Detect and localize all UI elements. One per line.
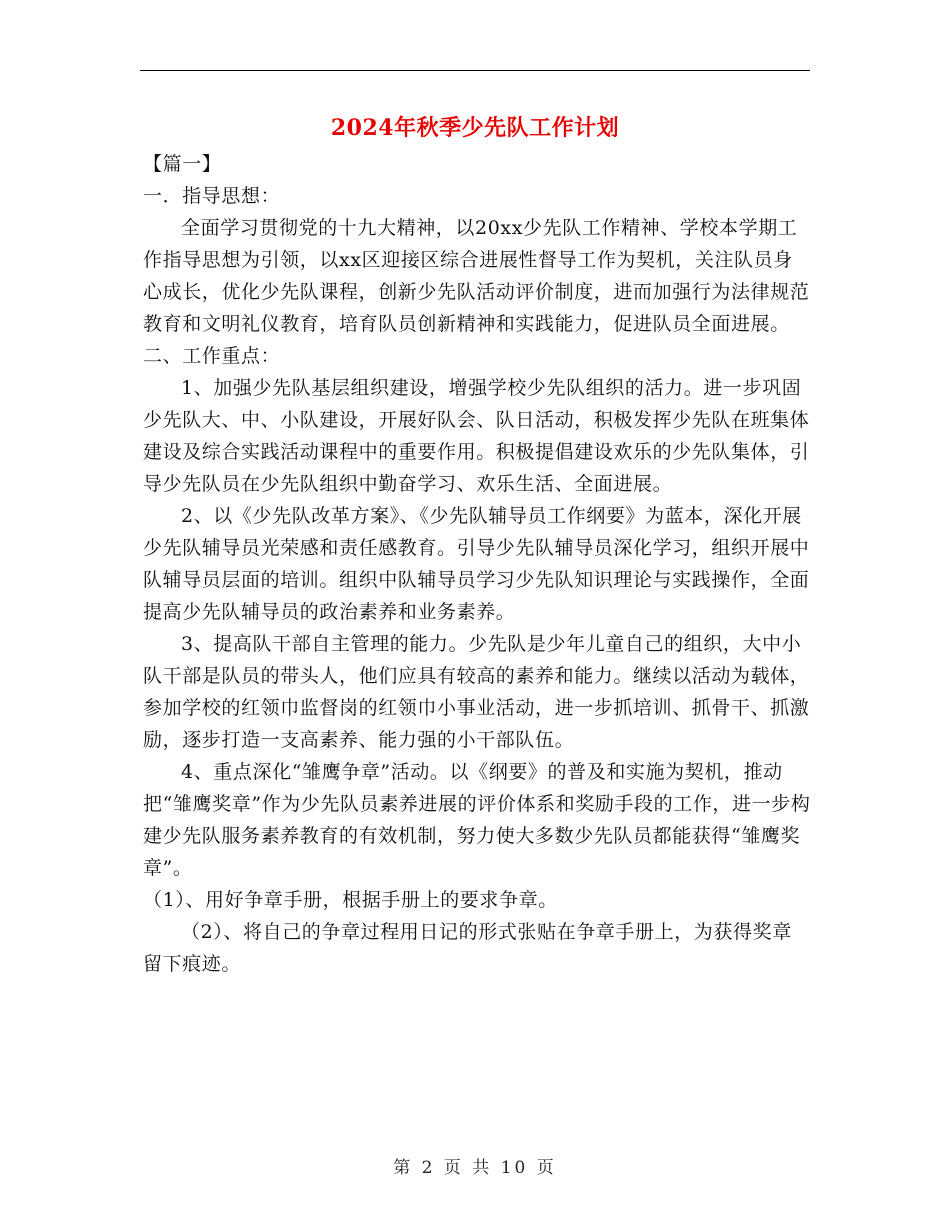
paragraph-item-2: 2、以《少先队改革方案》、《少先队辅导员工作纲要》为蓝本，深化开展少先队辅导员光荣感和责任感教育。引导少先队辅导员深化学习，组织开展中队辅导员层面的培训。组织中队辅导员学习少先队知识理论与实践操作，全面提高少先队辅导员的政治素养和业务素养。	[143, 505, 810, 623]
sub-item-2: （2）、将自己的争章过程用日记的形式张贴在争章手册上，为获得奖章留下痕迹。	[143, 921, 792, 975]
document-body	[143, 148, 811, 980]
heading-guiding-thought: 一．指导思想：	[143, 185, 281, 207]
document-title: 2024年秋季少先队工作计划	[330, 115, 620, 141]
paragraph-item-3: 3、提高队干部自主管理的能力。少先队是少年儿童自己的组织，大中小队干部是队员的带头人，他们应具有较高的素养和能力。继续以活动为载体，参加学校的红领巾监督岗的红领巾小事业活动，进一步抓培训、抓骨干、抓激励，逐步打造一支高素养、能力强的小干部队伍。	[143, 633, 810, 751]
heading-work-focus: 二、工作重点：	[143, 345, 281, 367]
sub-item-1: （1）、用好争章手册，根据手册上的要求争章。	[143, 889, 558, 911]
section-mark: 【篇一】	[143, 153, 222, 175]
page-number: 第 2 页 共 10 页	[393, 1158, 557, 1178]
paragraph-item-1: 1、加强少先队基层组织建设，增强学校少先队组织的活力。进一步巩固少先队大、中、小队建设，开展好队会、队日活动，积极发挥少先队在班集体建设及综合实践活动课程中的重要作用。积极提倡建设欢乐的少先队集体，引导少先队员在少先队组织中勤奋学习、欢乐生活、全面进展。	[143, 377, 810, 495]
header-rule	[140, 70, 810, 71]
paragraph-guiding-thought: 全面学习贯彻党的十九大精神，以20xx少先队工作精神、学校本学期工作指导思想为引领，以xx区迎接区综合进展性督导工作为契机，关注队员身心成长，优化少先队课程，创新少先队活动评价制度，进而加强行为法律规范教育和文明礼仪教育，培育队员创新精神和实践能力，促进队员全面进展。	[143, 217, 810, 335]
paragraph-item-4: 4、重点深化“雏鹰争章”活动。以《纲要》的普及和实施为契机，推动把“雏鹰奖章”作为少先队员素养进展的评价体系和奖励手段的工作，进一步构建少先队服务素养教育的有效机制，努力使大多数少先队员都能获得“雏鹰奖章”。	[143, 761, 811, 879]
